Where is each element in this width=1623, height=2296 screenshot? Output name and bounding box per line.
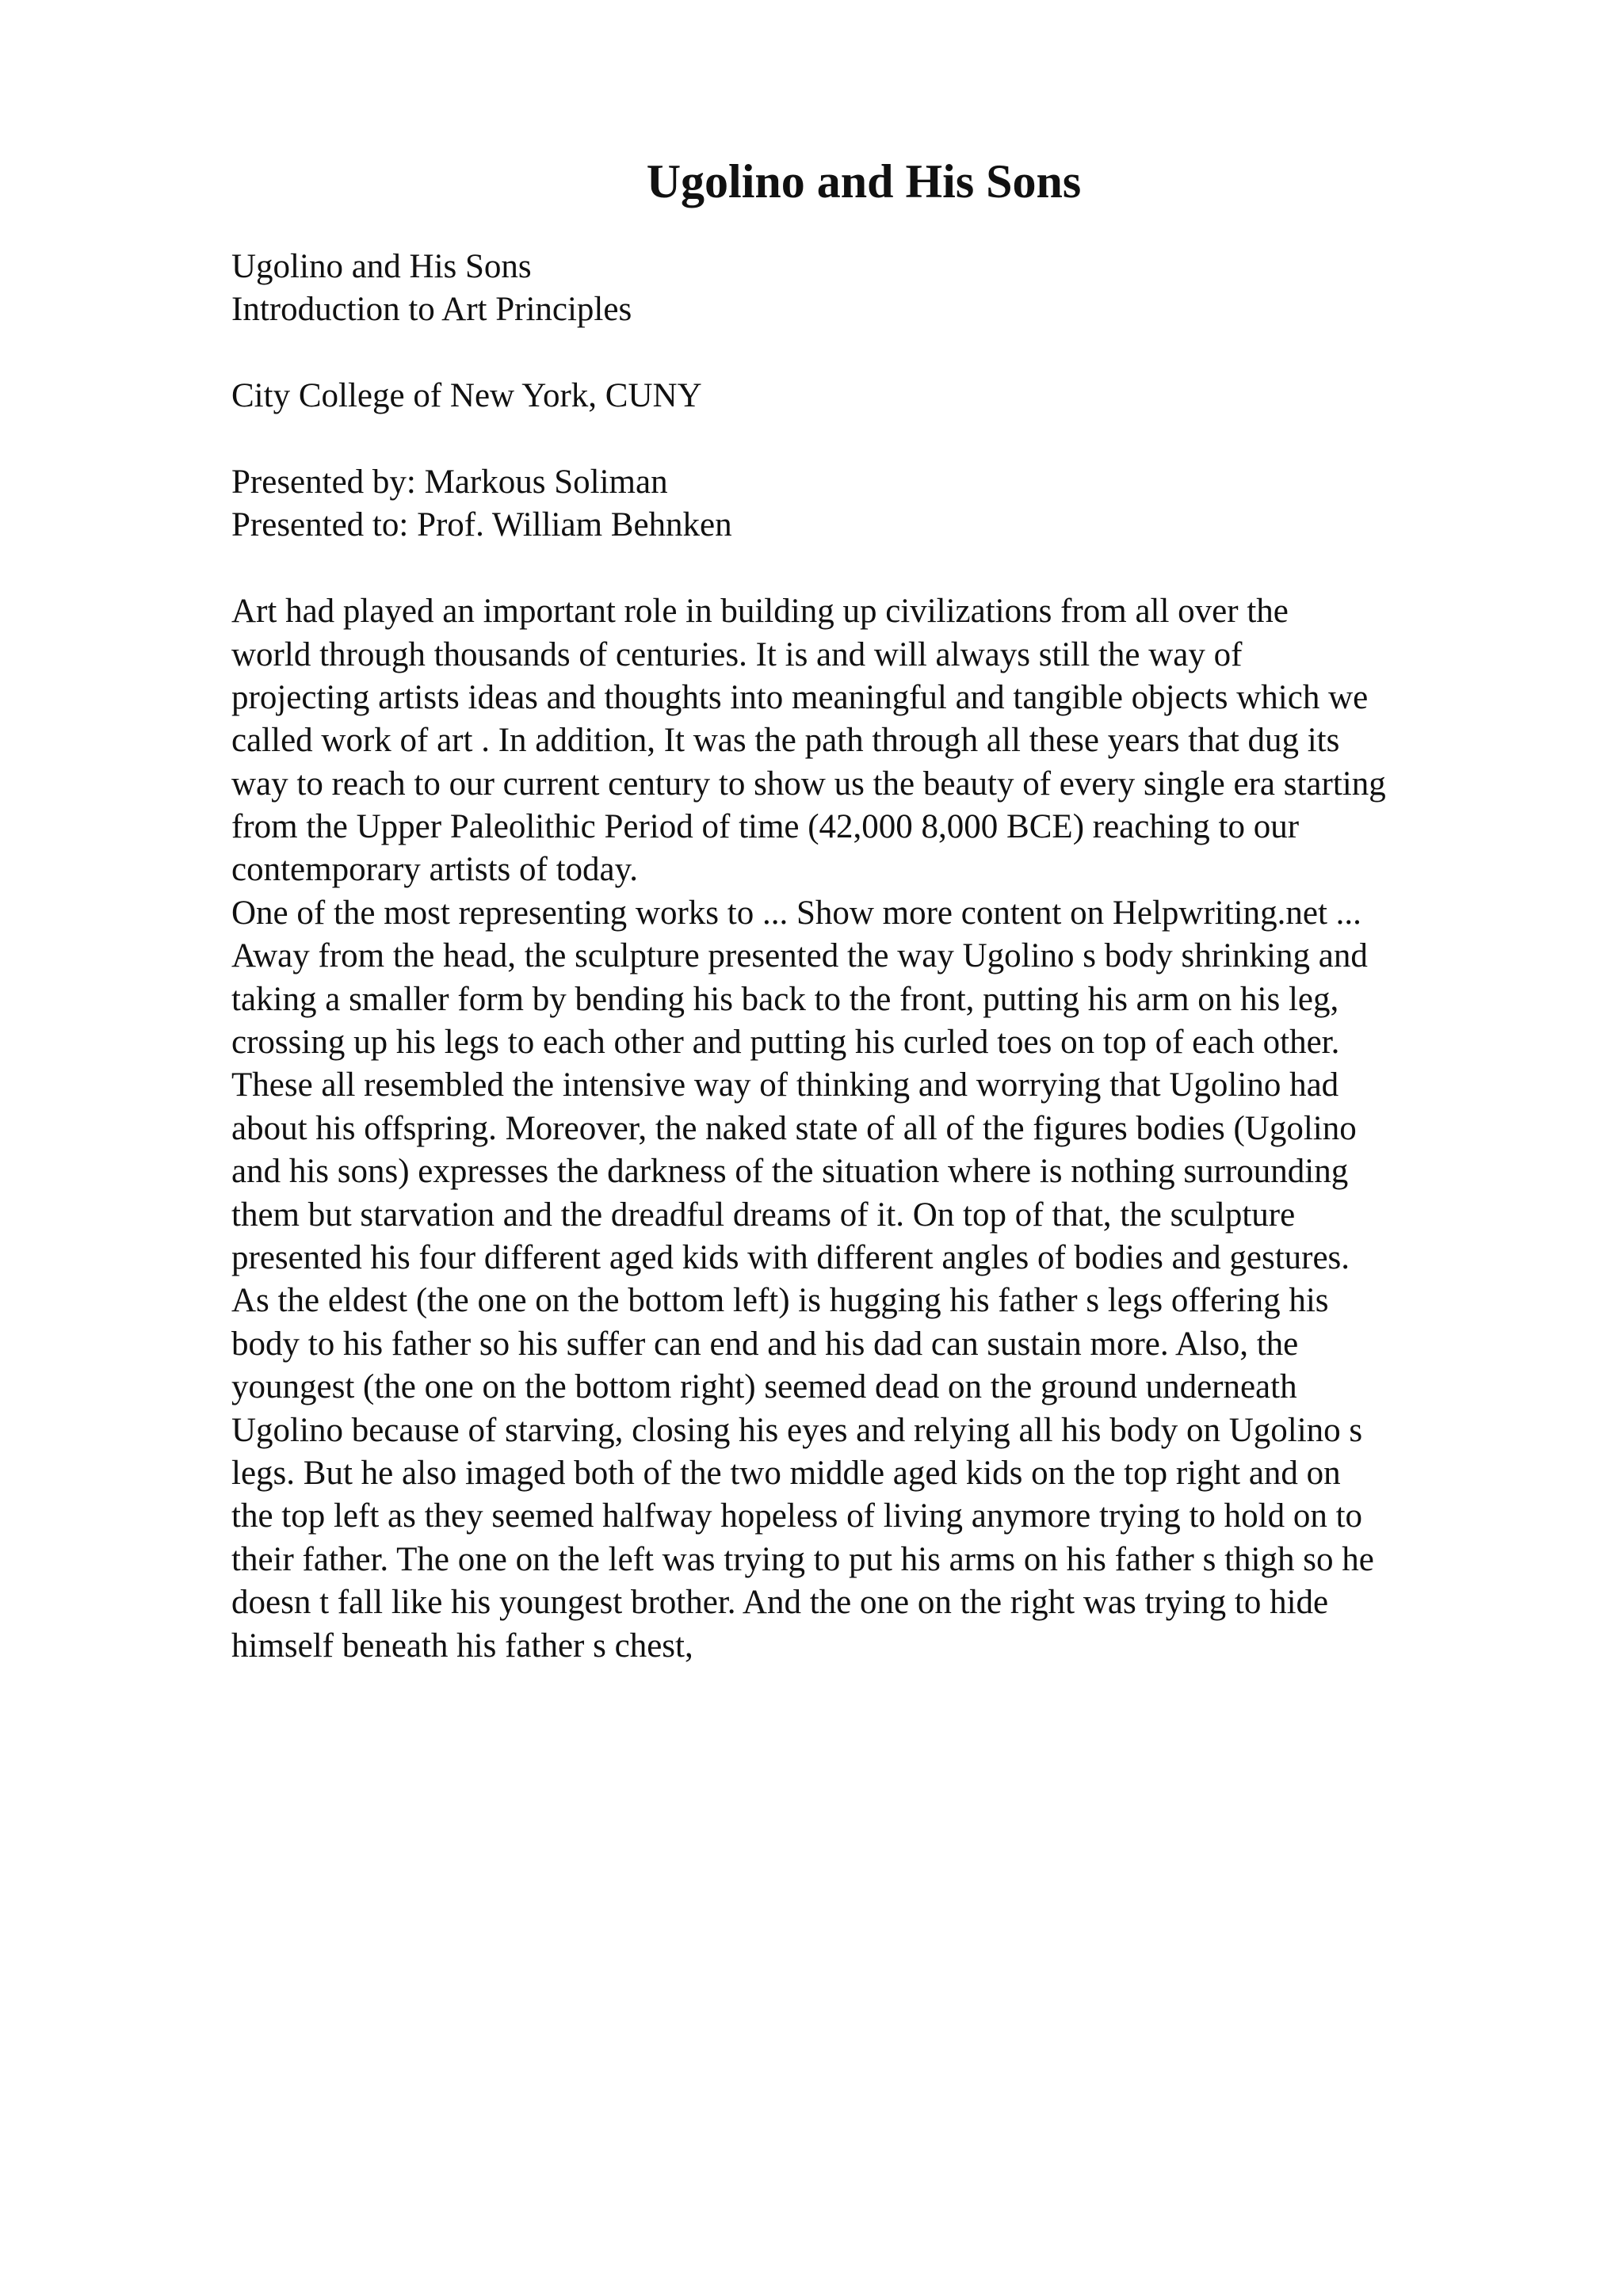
body-line: world through thousands of centuries. It is and will always still the way of: [231, 635, 1243, 673]
body-line: Away from the head, the sculpture presented the way Ugolino s body shrinking and: [231, 937, 1368, 975]
institution-line: City College of New York, CUNY: [231, 377, 702, 415]
spacer: [231, 332, 1563, 375]
document-content: [231, 246, 1563, 1668]
body-line: doesn t fall like his youngest brother. And the one on the right was trying to hide: [231, 1584, 1329, 1622]
body-line: One of the most representing works to ... Show more content on Helpwriting.net ...: [231, 894, 1361, 932]
header-line-1: Ugolino and His Sons: [231, 248, 532, 285]
header-line-2: Introduction to Art Principles: [231, 291, 632, 329]
presented-by-line: Presented by: Markous Soliman: [231, 463, 668, 501]
body-line: contemporary artists of today.: [231, 851, 639, 889]
body-text: [231, 590, 1563, 1668]
body-line: himself beneath his father s chest,: [231, 1627, 693, 1665]
body-line: taking a smaller form by bending his back to the front, putting his arm on his leg,: [231, 980, 1339, 1018]
body-line: crossing up his legs to each other and putting his curled toes on top of each other.: [231, 1024, 1340, 1062]
body-line: These all resembled the intensive way of thinking and worrying that Ugolino had: [231, 1066, 1339, 1104]
body-line: way to reach to our current century to show us the beauty of every single era starting: [231, 765, 1386, 803]
body-line: As the eldest (the one on the bottom left) is hugging his father s legs offering his: [231, 1282, 1329, 1320]
body-line: the top left as they seemed halfway hopeless of living anymore trying to hold on to: [231, 1497, 1363, 1535]
body-line: called work of art . In addition, It was the path through all these years that dug its: [231, 722, 1340, 760]
body-line: legs. But he also imaged both of the two middle aged kids on the top right and on: [231, 1454, 1341, 1492]
body-line: presented his four different aged kids with different angles of bodies and gestures.: [231, 1238, 1350, 1276]
spacer: [231, 547, 1563, 590]
body-line: body to his father so his suffer can end and his dad can sustain more. Also, the: [231, 1325, 1299, 1363]
body-line: their father. The one on the left was trying to put his arms on his father s thigh so he: [231, 1540, 1374, 1578]
presented-to-line: Presented to: Prof. William Behnken: [231, 506, 732, 544]
body-line: and his sons) expresses the darkness of the situation where is nothing surrounding: [231, 1153, 1349, 1191]
page-title: Ugolino and His Sons: [646, 155, 1082, 208]
body-line: Art had played an important role in building up civilizations from all over the: [231, 593, 1289, 631]
body-line: projecting artists ideas and thoughts into meaningful and tangible objects which we: [231, 678, 1369, 716]
body-line: youngest (the one on the bottom right) seemed dead on the ground underneath: [231, 1368, 1297, 1406]
spacer: [231, 418, 1563, 461]
body-line: about his offspring. Moreover, the naked state of all of the figures bodies (Ugolino: [231, 1109, 1357, 1147]
body-line: Ugolino because of starving, closing his eyes and relying all his body on Ugolino s: [231, 1411, 1363, 1449]
body-line: them but starvation and the dreadful dreams of it. On top of that, the sculpture: [231, 1196, 1296, 1234]
body-line: from the Upper Paleolithic Period of time (42,000 8,000 BCE) reaching to our: [231, 808, 1300, 846]
